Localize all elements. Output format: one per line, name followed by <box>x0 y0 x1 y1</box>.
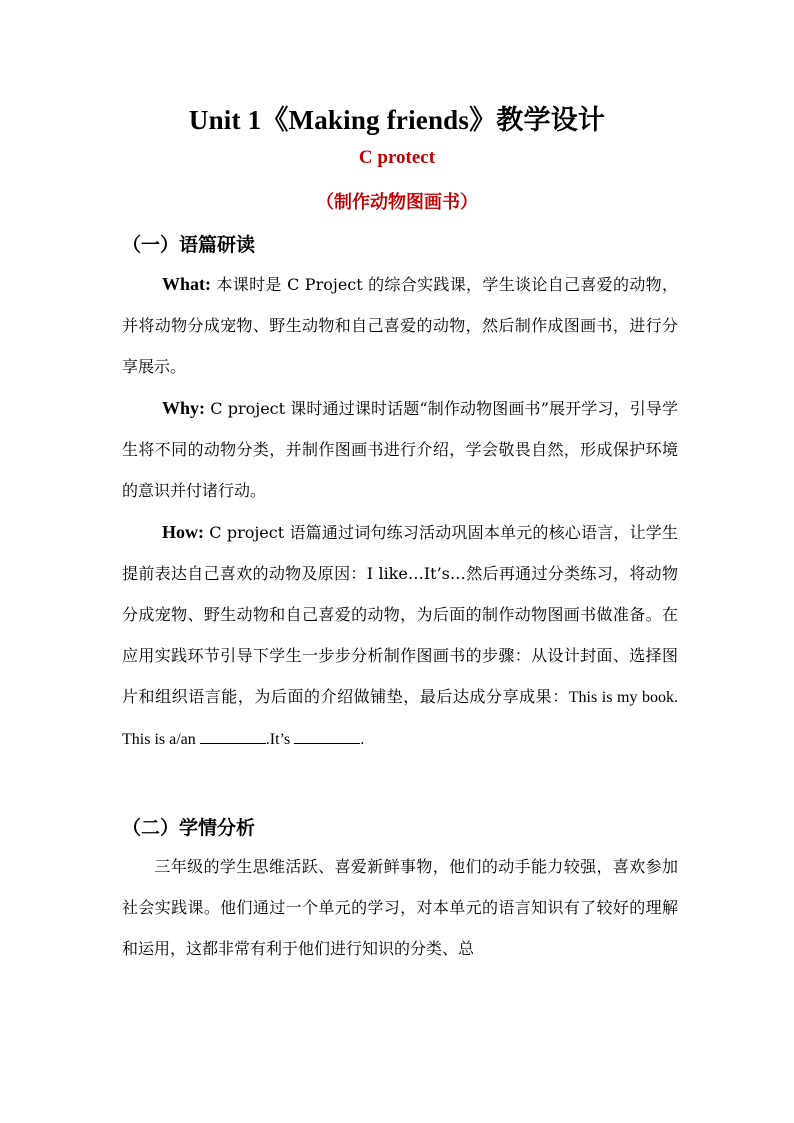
how-text: C project 语篇通过词句练习活动巩固本单元的核心语言，让学生提前表达自己喜欢的动物及原因：I like…It’s…然后再通过分类练习，将动物分成宠物、野生动物和自己喜爱的动物，为后面的制作动物图画书做准备。在应用实践环节引导下学生一步步分析制作图画书的步骤：从设计封面、选择图片和组织语言能，为后面的介绍做铺垫，最后达成分享成果： <box>122 523 678 706</box>
document-subtitle-english: C protect <box>358 147 436 168</box>
why-text: C project 课时通过课时话题“制作动物图画书”展开学习，引导学生将不同的动物分类，并制作图画书进行介绍，学会敬畏自然，形成保护环境的意识并付诸行动。 <box>122 399 678 500</box>
document-title: Unit 1《Making friends》教学设计 <box>188 105 606 135</box>
paragraph-how <box>122 512 678 760</box>
how-sentence-start: This is my book. This is a/an <box>122 689 678 748</box>
paragraph-learner-analysis <box>122 846 678 969</box>
document-subtitle-chinese: （制作动物图画书） <box>316 192 478 213</box>
how-sentence-end: . <box>360 731 365 748</box>
paragraph-what <box>122 264 678 387</box>
what-text: 本课时是 C Project 的综合实践课，学生谈论自己喜爱的动物，并将动物分成宠物、野生动物和自己喜爱的动物，然后制作成图画书，进行分享展示。 <box>122 275 678 376</box>
how-label: How: <box>162 522 204 542</box>
fill-blank-animal <box>200 729 266 744</box>
what-label: What: <box>162 274 211 294</box>
learner-analysis-text: 三年级的学生思维活跃、喜爱新鲜事物，他们的动手能力较强，喜欢参加社会实践课。他们通过一个单元的学习，对本单元的语言知识有了较好的理解和运用，这都非常有利于他们进行知识的分类、总 <box>122 857 678 958</box>
how-sentence-middle: .It’s <box>265 731 295 748</box>
paragraph-why <box>122 388 678 511</box>
section-heading-text-study: （一）语篇研读 <box>122 234 256 256</box>
section-heading-learner-analysis: （二）学情分析 <box>122 817 256 839</box>
fill-blank-description <box>294 729 360 744</box>
why-label: Why: <box>162 398 206 418</box>
